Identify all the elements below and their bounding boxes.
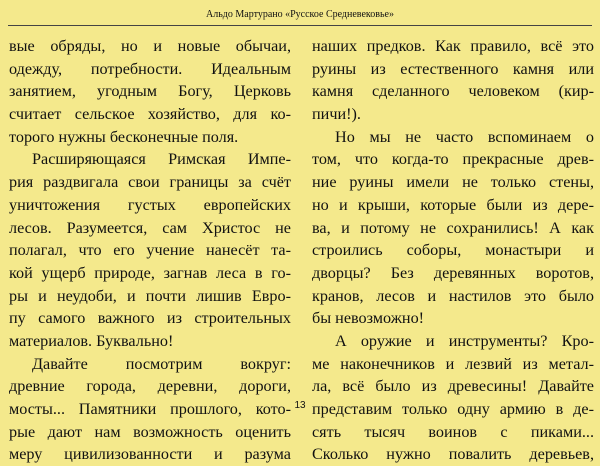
text-line: кранов, лесов и настилов это было bbox=[312, 286, 594, 305]
text-line: вые обряды, но и новые обычаи, bbox=[9, 37, 291, 55]
text-line: Но мы не часто вспоминаем о bbox=[335, 127, 594, 146]
text-line: представим только одну армию в де- bbox=[312, 400, 594, 418]
page-number: 13 bbox=[294, 400, 306, 411]
text-line: одежду, потребности. Идеальным bbox=[9, 59, 291, 78]
text-line: но и крыши, которые были из дере- bbox=[312, 195, 594, 214]
text-line: Давайте посмотрим вокруг: bbox=[32, 354, 291, 373]
text-line: пичи!). bbox=[312, 105, 361, 124]
text-line: ва, и потому не сохранились! А как bbox=[312, 218, 594, 237]
text-line: наших предков. Как правило, всё это bbox=[312, 37, 594, 55]
text-line: пу самого важного из строительных bbox=[9, 309, 291, 328]
text-line: ние руины имели не только стены, bbox=[312, 173, 594, 192]
text-line: мосты... Памятники прошлого, кото- bbox=[9, 400, 291, 418]
text-line: дворцы? Без деревянных воротов, bbox=[312, 263, 594, 282]
text-line: А оружие и инструменты? Кро- bbox=[335, 331, 594, 350]
text-line: полагал, что его учение нанесёт та- bbox=[9, 241, 291, 260]
text-line: Сколько нужно повалить деревьев, bbox=[312, 445, 594, 464]
text-line: древние города, деревни, дороги, bbox=[9, 377, 291, 396]
text-line: меру цивилизованности и разума bbox=[9, 445, 291, 464]
header-rule bbox=[8, 25, 592, 26]
text-line: камня сделанного человеком (кир- bbox=[312, 82, 594, 101]
text-line: Расширяющаяся Римская Импе- bbox=[32, 150, 291, 169]
text-line: занятием, угодным Богу, Церковь bbox=[9, 82, 291, 101]
text-line: рые дают нам возможность оценить bbox=[9, 422, 291, 441]
text-line: лесов. Разумеется, сам Христос не bbox=[9, 218, 291, 237]
text-line: ла, всё было из древесины! Давайте bbox=[312, 377, 594, 396]
text-line: том, что когда-то прекрасные древ- bbox=[312, 150, 594, 169]
text-line: сять тысяч воинов с пиками... bbox=[312, 422, 594, 441]
text-line: ме наконечников и лезвий из метал- bbox=[312, 354, 594, 373]
text-line: руины из естественного камня или bbox=[312, 59, 594, 78]
text-line: кой ущерб природе, загнав леса в го- bbox=[9, 263, 291, 282]
text-line: ры и неудоби, и почти лишив Евро- bbox=[9, 286, 291, 305]
text-line: рия раздвигала свои границы за счёт bbox=[9, 173, 291, 192]
text-line: торого нужны бесконечные поля. bbox=[9, 127, 239, 146]
text-line: бы невозможно! bbox=[312, 309, 425, 328]
running-header: Альдо Мартурано «Русское Средневековье» bbox=[206, 9, 394, 20]
text-line: считает сельское хозяйство, для ко- bbox=[9, 105, 291, 124]
text-line: уничтожения густых европейских bbox=[9, 195, 291, 214]
text-line: материалов. Буквально! bbox=[9, 331, 174, 350]
text-line: строились соборы, монастыри и bbox=[312, 241, 594, 260]
